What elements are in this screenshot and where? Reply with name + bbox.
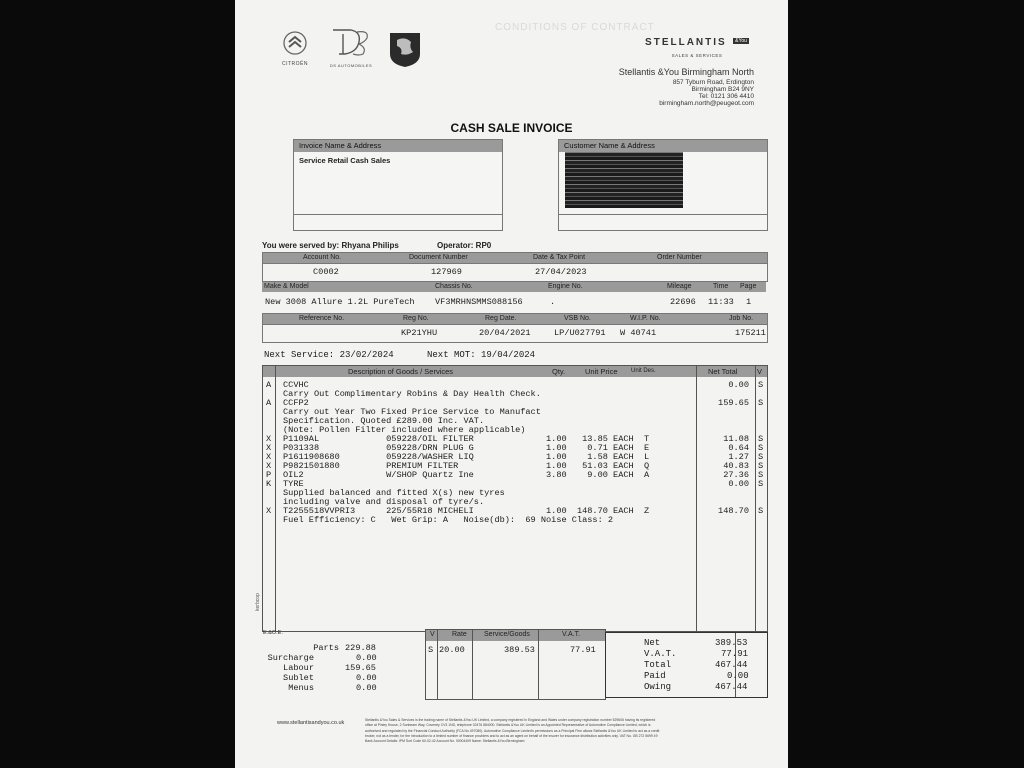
vat-v-header: V — [430, 631, 435, 638]
unit-price-header: Unit Price — [585, 367, 618, 376]
row-net: 148.70 — [718, 506, 749, 516]
customer-address-redacted — [565, 152, 683, 208]
row-v: S — [758, 398, 764, 408]
row-text: OIL2 W/SHOP Quartz Ine 3.80 9.00 EACH A — [283, 470, 650, 480]
row-text: Fuel Efficiency: C Wet Grip: A Noise(db): 69 Noise Class: 2 — [283, 515, 614, 525]
summary-label: Labour — [283, 663, 314, 673]
table-row — [263, 434, 767, 443]
reference-values-row — [262, 324, 768, 343]
total-label-vat: V.A.T. — [644, 649, 677, 659]
table-row — [263, 443, 767, 452]
row-net: 40.83 — [723, 461, 749, 471]
page-label: Page — [740, 283, 757, 290]
vat-goods-header: Service/Goods — [484, 631, 530, 638]
vat-col-line-1 — [437, 630, 438, 699]
job-no-label: Job No. — [729, 315, 754, 322]
footer-legal-line: Bank Account Details: IPM Sort Code 60-02-42 Account No. 00004409 Name: Stellantis &You Birmingham — [365, 739, 525, 744]
invoice-address-box — [293, 139, 503, 231]
date-tax-point-label: Date & Tax Point — [533, 254, 586, 261]
invoice-page — [235, 0, 788, 768]
vat-row-goods: 389.53 — [504, 645, 535, 655]
vat-table-header — [426, 630, 605, 641]
table-row — [263, 506, 767, 515]
account-values-row — [262, 263, 768, 282]
summary-value: 159.65 — [345, 663, 376, 673]
date-tax-point-value: 27/04/2023 — [535, 267, 587, 277]
page-value: 1 — [746, 297, 752, 307]
vsb-no-label: VSB No. — [564, 315, 591, 322]
row-text: Supplied balanced and fitted X(s) new tyres — [283, 488, 505, 498]
peugeot-logo — [387, 30, 423, 73]
kerbcop-stamp: kerbcop — [255, 593, 261, 611]
vat-vat-header: V.A.T. — [562, 631, 581, 638]
document-number-label: Document Number — [409, 254, 468, 261]
line-items-table — [255, 365, 768, 632]
invoice-box-divider — [294, 214, 502, 215]
total-label-total: Total — [644, 660, 672, 670]
stellantis-logo — [639, 32, 755, 58]
total-value-net: 389.53 — [715, 638, 748, 648]
customer-address-box — [558, 139, 768, 231]
row-text: (Note: Pollen Filter included where applicable) — [283, 425, 526, 435]
unit-des-header: Unit Des. — [631, 368, 656, 374]
totals-box — [605, 632, 768, 698]
row-v: S — [758, 452, 764, 462]
summary-label: Surcharge — [267, 653, 314, 663]
row-text: P1109AL 059228/OIL FILTER 1.00 13.85 EACH T — [283, 434, 650, 444]
vat-row-rate: 20.00 — [439, 645, 465, 655]
chassis-label: Chassis No. — [435, 283, 473, 290]
summary-value: 0.00 — [356, 683, 377, 693]
row-text: P031338 059228/DRN PLUG G 1.00 0.71 EACH E — [283, 443, 650, 453]
row-text: Carry out Year Two Fixed Price Service to Manufact — [283, 407, 541, 417]
vsb-no-value: LP/U027791 — [554, 328, 606, 338]
row-code: P — [266, 470, 272, 480]
row-v: S — [758, 461, 764, 471]
row-text: Carry Out Complimentary Robins & Day Health Check. — [283, 389, 541, 399]
reg-no-label: Reg No. — [403, 315, 429, 322]
row-text: including valve and disposal of tyre/s. — [283, 497, 485, 507]
row-net: 159.65 — [718, 398, 749, 408]
dealer-email: birmingham.north@peugeot.com — [659, 100, 754, 107]
table-row — [263, 497, 767, 506]
account-no-label: Account No. — [303, 254, 342, 261]
table-row — [263, 488, 767, 497]
total-value-owing: 467.44 — [715, 682, 748, 692]
table-row — [263, 479, 767, 488]
summary-label: Sublet — [283, 673, 314, 683]
vat-col-line-3 — [538, 630, 539, 699]
row-text: CCVHC — [283, 380, 309, 390]
row-net: 11.08 — [723, 434, 749, 444]
row-net: 0.64 — [728, 443, 749, 453]
customer-address-header: Customer Name & Address — [559, 140, 767, 152]
total-value-vat: 77.91 — [721, 649, 749, 659]
make-model-label: Make & Model — [264, 283, 309, 290]
row-v: S — [758, 479, 764, 489]
footer-website: www.stellantisandyou.co.uk — [277, 720, 345, 726]
table-row — [263, 398, 767, 407]
dealer-address-line2: Birmingham B24 9NY — [691, 86, 754, 93]
ds-wordmark: DS AUTOMOBILES — [329, 63, 373, 68]
watermark-text: CONDITIONS OF CONTRACT — [495, 22, 655, 33]
footer-legal — [365, 718, 770, 744]
row-text: Specification. Quoted £289.00 Inc. VAT. — [283, 416, 485, 426]
table-row — [263, 389, 767, 398]
operator: Operator: RP0 — [437, 241, 492, 250]
footer-legal-line: broker, not as a lender, for the introduction to a limited number of finance providers and to act as an agent on behalf of the insurer for insurance distribution activities only. VAT No. GB 272 5699 49 — [365, 733, 658, 738]
desc-header: Description of Goods / Services — [348, 367, 454, 376]
table-row — [263, 416, 767, 425]
ds-logo — [323, 26, 379, 70]
row-text: TYRE — [283, 479, 304, 489]
table-row — [263, 380, 767, 389]
line-items-header — [263, 366, 767, 377]
citroen-wordmark: CITROËN — [282, 61, 308, 67]
summary-label: Parts — [313, 643, 339, 653]
chassis-value: VF3MRHNSMMS088156 — [435, 297, 523, 307]
citroen-logo — [277, 30, 313, 70]
time-label: Time — [713, 283, 729, 290]
reference-no-label: Reference No. — [299, 315, 345, 322]
dealer-address — [619, 67, 754, 107]
wip-no-label: W.I.P. No. — [630, 315, 661, 322]
row-v: S — [758, 443, 764, 453]
next-mot: Next MOT: 19/04/2024 — [427, 350, 536, 360]
row-code: X — [266, 452, 272, 462]
row-text: CCFP2 — [283, 398, 309, 408]
row-code: X — [266, 461, 272, 471]
summary-value: 0.00 — [356, 673, 377, 683]
row-code: A — [266, 398, 272, 408]
row-net: 0.00 — [728, 380, 749, 390]
total-value-paid: 0.00 — [727, 671, 749, 681]
mileage-value: 22696 — [670, 297, 696, 307]
row-code: A — [266, 380, 272, 390]
order-number-label: Order Number — [657, 254, 702, 261]
engine-value: . — [550, 297, 556, 307]
reg-no-value: KP21YHU — [401, 328, 438, 338]
invoice-title: CASH SALE INVOICE — [450, 121, 573, 135]
row-text: T2255518VVPRI3 225/55R18 MICHELI 1.00 148.70 EACH Z — [283, 506, 650, 516]
row-code: X — [266, 506, 272, 516]
andyou-badge: &You — [735, 37, 747, 44]
total-label-net: Net — [644, 638, 661, 648]
account-no-value: C0002 — [313, 267, 339, 277]
job-no-value: 175211 — [735, 328, 766, 338]
table-row — [263, 407, 767, 416]
invoice-address-value: Service Retail Cash Sales — [299, 156, 391, 165]
row-v: S — [758, 470, 764, 480]
customer-box-divider — [559, 214, 767, 215]
footer-legal-line: office at Pinley House, 2 Sunbeam Way, Coventry CV3 1ND, telephone 02476 884000. Stellantis &You UK Limited is an Appointed Representative of Automotive Compliance Limited, which is — [365, 723, 651, 728]
row-net: 27.36 — [723, 470, 749, 480]
row-code: X — [266, 443, 272, 453]
next-service: Next Service: 23/02/2024 — [264, 350, 394, 360]
reg-date-label: Reg Date. — [485, 315, 517, 322]
footer-legal-line: Stellantis &You Sales & Services is the trading name of Stellantis &You UK Limited, a company registered in England and Wales under company registration number 529606 having its registered — [365, 718, 656, 722]
peugeot-lion-shield-icon — [387, 30, 423, 68]
row-v: S — [758, 506, 764, 516]
table-row — [263, 425, 767, 434]
time-value: 11:33 — [708, 297, 734, 307]
vat-col-line-2 — [472, 630, 473, 699]
invoice-address-header: Invoice Name & Address — [294, 140, 502, 152]
sales-services-text: SALES & SERVICES — [671, 53, 723, 58]
total-label-paid: Paid — [644, 671, 666, 681]
document-number-value: 127969 — [431, 267, 462, 277]
v-header: V — [757, 367, 763, 376]
table-row — [263, 470, 767, 479]
row-code: X — [266, 434, 272, 444]
total-label-owing: Owing — [644, 682, 672, 692]
net-total-header: Net Total — [708, 367, 738, 376]
table-row — [263, 515, 767, 524]
stellantis-wordmark: STELLANTIS — [645, 37, 727, 48]
row-net: 0.00 — [728, 479, 749, 489]
mileage-label: Mileage — [667, 283, 692, 290]
dealer-address-line1: 857 Tyburn Road, Erdington — [672, 79, 754, 86]
vat-row-v: S — [428, 645, 434, 655]
vat-rate-header: Rate — [452, 631, 467, 638]
row-text: P1611908680 059228/WASHER LIQ 1.00 1.58 EACH L — [283, 452, 650, 462]
summary-block — [262, 643, 387, 703]
ds-emblem-icon — [329, 26, 373, 58]
eoe-text: E.&O.E. — [263, 630, 283, 636]
footer-legal-line: authorised and regulated by the Financial Conduct Authority (FCA No 497080). Automotive Compliance Limited's permissions as a Principal Firm allows Stellantis &You UK Limited to act as a credit — [365, 728, 660, 733]
served-by: You were served by: Rhyana Philips — [262, 241, 399, 250]
row-code: K — [266, 479, 272, 489]
make-model-value: New 3008 Allure 1.2L PureTech — [265, 297, 415, 307]
reg-date-value: 20/04/2021 — [479, 328, 531, 338]
citroen-chevrons-icon — [283, 30, 307, 56]
summary-value: 0.00 — [356, 653, 377, 663]
total-value-total: 467.44 — [715, 660, 748, 670]
row-v: S — [758, 380, 764, 390]
vat-table — [425, 629, 606, 700]
row-text: P9821501880 PREMIUM FILTER 1.00 51.03 EACH Q — [283, 461, 650, 471]
vehicle-values-row — [262, 293, 766, 311]
qty-header: Qty. — [552, 367, 566, 376]
table-row — [263, 452, 767, 461]
dealer-name: Stellantis &You Birmingham North — [618, 67, 754, 77]
row-net: 1.27 — [728, 452, 749, 462]
table-row — [263, 461, 767, 470]
vehicle-header-row — [262, 282, 766, 292]
wip-no-value: W 40741 — [620, 328, 657, 338]
summary-value: 229.88 — [345, 643, 376, 653]
summary-label: Menus — [288, 683, 314, 693]
engine-label: Engine No. — [548, 283, 583, 290]
row-v: S — [758, 434, 764, 444]
dealer-phone: Tel: 0121 306 4410 — [698, 93, 754, 100]
vat-row-vat: 77.91 — [570, 645, 596, 655]
